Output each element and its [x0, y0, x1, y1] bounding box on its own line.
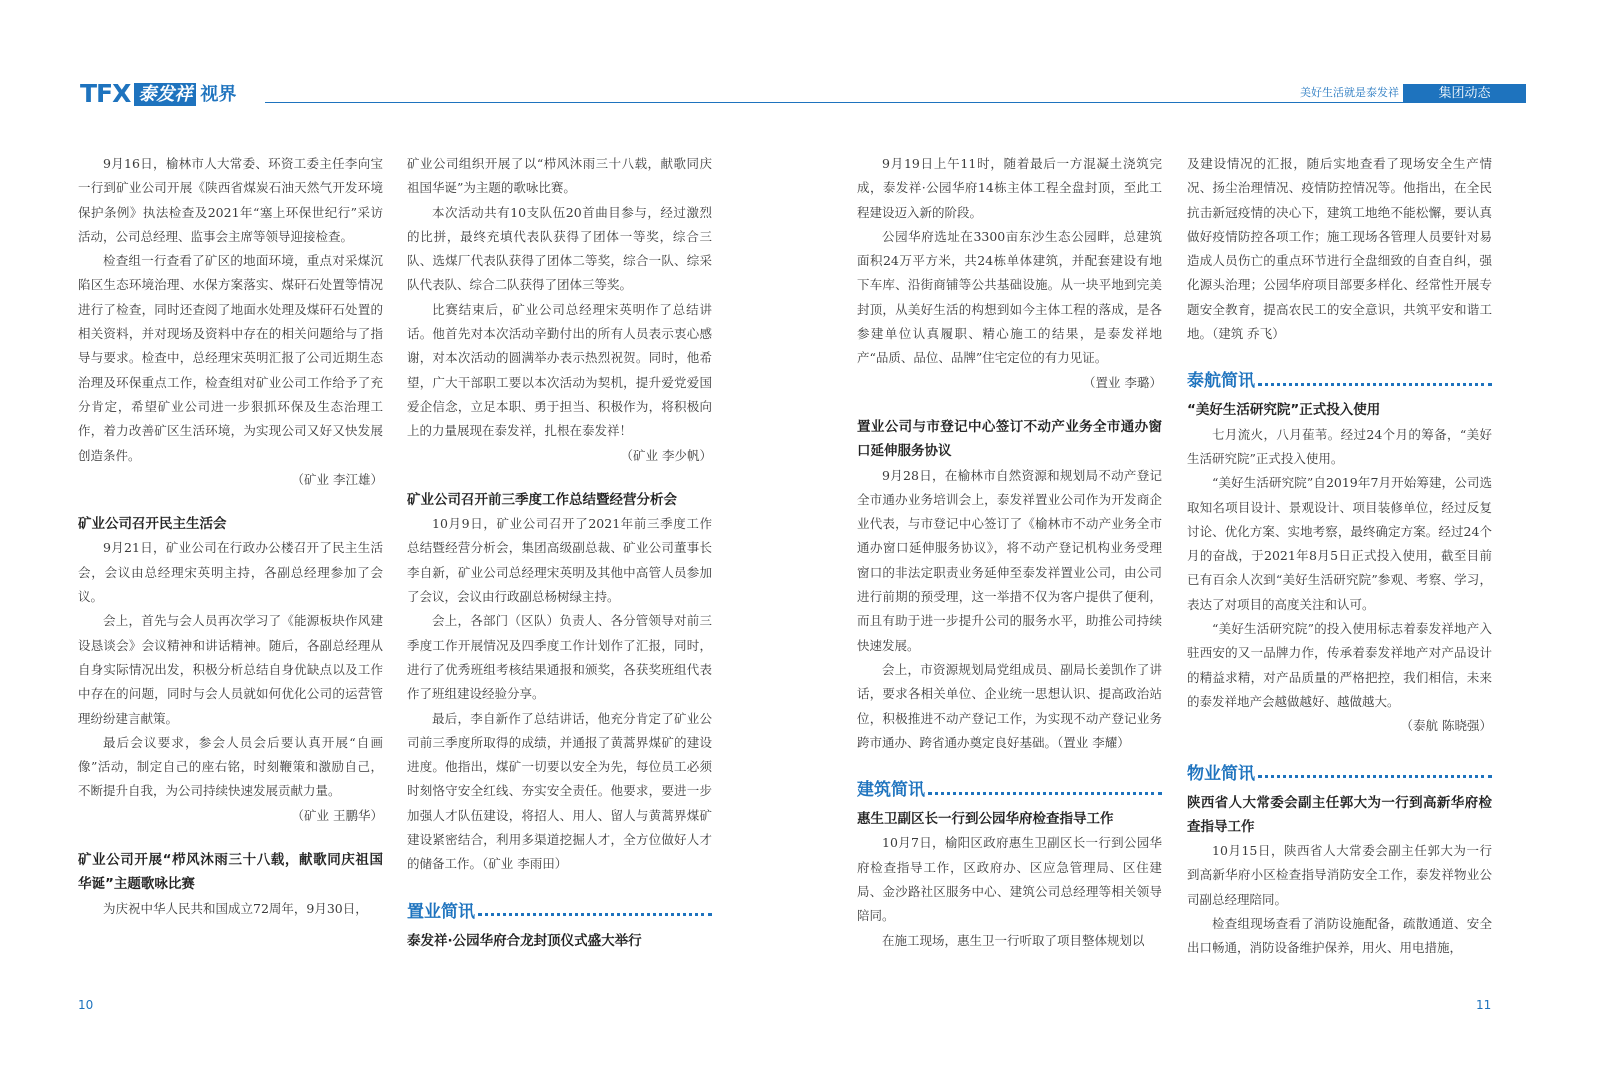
- section-title-dotted-rule: [478, 913, 712, 916]
- article-paragraph: 会上，各部门（区队）负责人、各分管领导对前三季度工作开展情况及四季度工作计划作了汇报，同时，进行了优秀班组考核结果通报和颁奖，各获奖班组代表作了班组建设经验分享。: [407, 613, 712, 702]
- magazine-logo: [80, 80, 236, 106]
- article-paragraph: 会上，市资源规划局党组成员、副局长姜凯作了讲话，要求各相关单位、企业统一思想认识、提高政治站位，积极推进不动产登记工作，为实现不动产登记业务跨市通办、跨省通办奠定良好基础。（置业 李耀）: [857, 661, 1162, 750]
- article-paragraph: 检查组一行查看了矿区的地面环境，重点对采煤沉陷区生态环境治理、水保方案落实、煤矸石处置等情况进行了检查，同时还查阅了地面水处理及煤矸石处置的相关资料，并对现场及资料中存在的相关问题给与了指导与要求。检查中，总经理宋英明汇报了公司近期生态治理及环保重点工作，检查组对矿业公司工作给予了充分肯定，希望矿业公司进一步狠抓环保及生态治理工作，着力改善矿区生活环境，为实现公司又好又快发展创造条件。: [78, 253, 383, 463]
- text-column-3: [857, 152, 1162, 992]
- logo-brand-text: 泰发祥: [134, 83, 196, 106]
- article-paragraph: 10月9日，矿业公司召开了2021年前三季度工作总结暨经营分析会，集团高级副总裁、矿业公司董事长李自新，矿业公司总经理宋英明及其他中高管人员参加了会议，会议由行政副总杨树绿主持。: [407, 516, 712, 605]
- article-paragraph: 会上，首先与会人员再次学习了《能源板块作风建设恳谈会》会议精神和讲话精神。随后，各副总经理从自身实际情况出发，积极分析总结自身优缺点以及工作中存在的问题，同时与会人员就如何优化公司的运营管理纷纷建言献策。: [78, 613, 383, 726]
- section-title: [1187, 368, 1492, 394]
- section-title: [857, 777, 1162, 803]
- article-byline: （矿业 王鹏华）: [291, 807, 383, 823]
- section-title-label: 物业简讯: [1187, 763, 1255, 784]
- article-paragraph: 9月16日，榆林市人大常委、环资工委主任李向宝一行到矿业公司开展《陕西省煤炭石油天然气开发环境保护条例》执法检查及2021年“塞上环保世纪行”采访活动，公司总经理、监事会主席等领导迎接检查。: [78, 156, 383, 244]
- article-paragraph-continued: 及建设情况的汇报，随后实地查看了现场安全生产情况、扬尘治理情况、疫情防控情况等。他指出，在全民抗击新冠疫情的决心下，建筑工地绝不能松懈，要认真做好疫情防控各项工作；施工现场各管理人员要针对易造成人员伤亡的重点环节进行全盘细致的自查自纠，强化源头治理；公园华府项目部要多样化、经常性开展专题安全教育，提高农民工的安全意识，共筑平安和谐工地。（建筑 乔飞）: [1187, 156, 1492, 342]
- section-title: [1187, 761, 1492, 787]
- section-title-label: 泰航简讯: [1187, 371, 1255, 392]
- article-paragraph: 9月28日，在榆林市自然资源和规划局不动产登记全市通办业务培训会上，泰发祥置业公司作为开发商企业代表，与市登记中心签订了《榆林市不动产业务全市通办窗口延伸服务协议》，将不动产登记机构业务受理窗口的非法定职责业务延伸至泰发祥置业公司，由公司进行前期的预受理，这一举措不仅为客户提供了便利，而且有助于进一步提升公司的服务水平，助推公司持续快速发展。: [857, 467, 1162, 653]
- header-slogan: 美好生活就是泰发祥: [1300, 86, 1399, 99]
- article-headline: 惠生卫副区长一行到公园华府检查指导工作: [857, 811, 1114, 828]
- article-paragraph: 公园华府选址在3300亩东沙生态公园畔，总建筑面积24万平方米，共24栋单体建筑，并配套建设有地下车库、沿街商铺等公共基础设施。从一块平地到完美封顶，从美好生活的构想到如今主体工程的落成，是各参建单位认真履职、精心施工的结果，是泰发祥地产“品质、品位、品牌”住宅定位的有力见证。: [857, 228, 1162, 366]
- section-title: [407, 899, 712, 925]
- header-rule: [265, 102, 1525, 103]
- article-byline: （矿业 李江雄）: [291, 471, 383, 487]
- logo-vision-text: 视界: [200, 84, 237, 105]
- article-headline: 矿业公司召开民主生活会: [78, 516, 227, 533]
- page-number-left: 10: [78, 998, 94, 1012]
- article-paragraph: “美好生活研究院”自2019年7月开始筹建，公司选取知名项目设计、景观设计、项目装修单位，经过反复讨论、优化方案、实地考察，最终确定方案。经过24个月的奋战，于2021年8月5日正式投入使用，截至目前已有百余人次到“美好生活研究院”参观、考察、学习，表达了对项目的高度关注和认可。: [1187, 475, 1492, 612]
- article-headline: 置业公司与市登记中心签订不动产业务全市通办窗口延伸服务协议: [857, 418, 1162, 460]
- article-byline: （泰航 陈晓强）: [1400, 718, 1492, 734]
- article-headline: 矿业公司召开前三季度工作总结暨经营分析会: [407, 491, 677, 508]
- text-column-4: [1187, 152, 1492, 992]
- text-column-2: [407, 152, 712, 992]
- article-paragraph: 为庆祝中华人民共和国成立72周年，9月30日，: [103, 900, 368, 916]
- article-paragraph: 七月流火，八月萑苇。经过24个月的筹备，“美好生活研究院”正式投入使用。: [1187, 426, 1492, 466]
- article-headline: 泰发祥·公园华府合龙封顶仪式盛大举行: [407, 932, 642, 949]
- article-paragraph: 检查组现场查看了消防设施配备，疏散通道、安全出口畅通，消防设备维护保养，用火、用电措施，: [1187, 916, 1492, 956]
- article-paragraph-continued: 矿业公司组织开展了以“栉风沐雨三十八载，献歌同庆祖国华诞”为主题的歌咏比赛。: [407, 156, 712, 196]
- article-byline: （置业 李璐）: [1083, 374, 1162, 390]
- page-number-right: 11: [1476, 998, 1492, 1012]
- article-paragraph: “美好生活研究院”的投入使用标志着泰发祥地产入驻西安的又一品牌力作，传承着泰发祥地产对产品设计的精益求精，对产品质量的严格把控，我们相信，未来的泰发祥地产会越做越好、越做越大。: [1187, 621, 1492, 709]
- article-paragraph: 最后，李自新作了总结讲话，他充分肯定了矿业公司前三季度所取得的成绩，并通报了黄蒿界煤矿的建设进度。他指出，煤矿一切要以安全为先，每位员工必须时刻恪守安全红线、夯实安全责任。他要求，要进一步加强人才队伍建设，将招人、用人、留人与黄蒿界煤矿建设紧密结合，利用多渠道挖掘人才，全方位做好人才的储备工作。（矿业 李雨田）: [407, 710, 712, 872]
- article-paragraph: 10月15日，陕西省人大常委会副主任郭大为一行到高新华府小区检查指导消防安全工作，泰发祥物业公司副总经理陪同。: [1187, 843, 1492, 907]
- article-headline: 矿业公司开展“栉风沐雨三十八载，献歌同庆祖国华诞”主题歌咏比赛: [78, 852, 383, 893]
- article-paragraph: 比赛结束后，矿业公司总经理宋英明作了总结讲话。他首先对本次活动辛勤付出的所有人员表示衷心感谢，对本次活动的圆满举办表示热烈祝贺。同时，他希望，广大干部职工要以本次活动为契机，提升爱党爱国爱企信念，立足本职、勇于担当、积极作为，将积极向上的力量展现在泰发祥，扎根在泰发祥！: [407, 301, 712, 439]
- article-paragraph: 在施工现场，惠生卫一行听取了项目整体规划以: [882, 932, 1145, 948]
- article-headline: 陕西省人大常委会副主任郭大为一行到高新华府检查指导工作: [1187, 794, 1492, 835]
- article-paragraph: 最后会议要求，参会人员会后要认真开展“自画像”活动，制定自己的座右铭，时刻鞭策和激励自己，不断提升自我，为公司持续快速发展贡献力量。: [78, 734, 383, 799]
- section-badge: 集团动态: [1403, 84, 1526, 103]
- section-title-dotted-rule: [928, 792, 1162, 795]
- section-title-dotted-rule: [1258, 775, 1492, 778]
- article-paragraph: 本次活动共有10支队伍20首曲目参与，经过激烈的比拼，最终充填代表队获得了团体一等奖，综合三队、选煤厂代表队获得了团体二等奖，综合一队、综采队代表队、综合二队获得了团体三等奖。: [407, 204, 712, 293]
- section-title-dotted-rule: [1258, 383, 1492, 386]
- logo-tfx-text: TFX: [80, 79, 131, 108]
- article-paragraph: 9月19日上午11时，随着最后一方混凝土浇筑完成，泰发祥·公园华府14栋主体工程全盘封顶，至此工程建设迈入新的阶段。: [857, 156, 1162, 220]
- article-paragraph: 9月21日，矿业公司在行政办公楼召开了民主生活会，会议由总经理宋英明主持，各副总经理参加了会议。: [78, 540, 383, 605]
- article-paragraph: 10月7日，榆阳区政府惠生卫副区长一行到公园华府检查指导工作，区政府办、区应急管理局、区住建局、金沙路社区服务中心、建筑公司总经理等相关领导陪同。: [857, 835, 1162, 924]
- section-title-label: 置业简讯: [407, 901, 475, 922]
- article-byline: （矿业 李少帆）: [620, 447, 712, 463]
- article-headline: “美好生活研究院”正式投入使用: [1187, 402, 1381, 419]
- text-column-1: [78, 152, 383, 992]
- section-title-label: 建筑简讯: [857, 780, 925, 801]
